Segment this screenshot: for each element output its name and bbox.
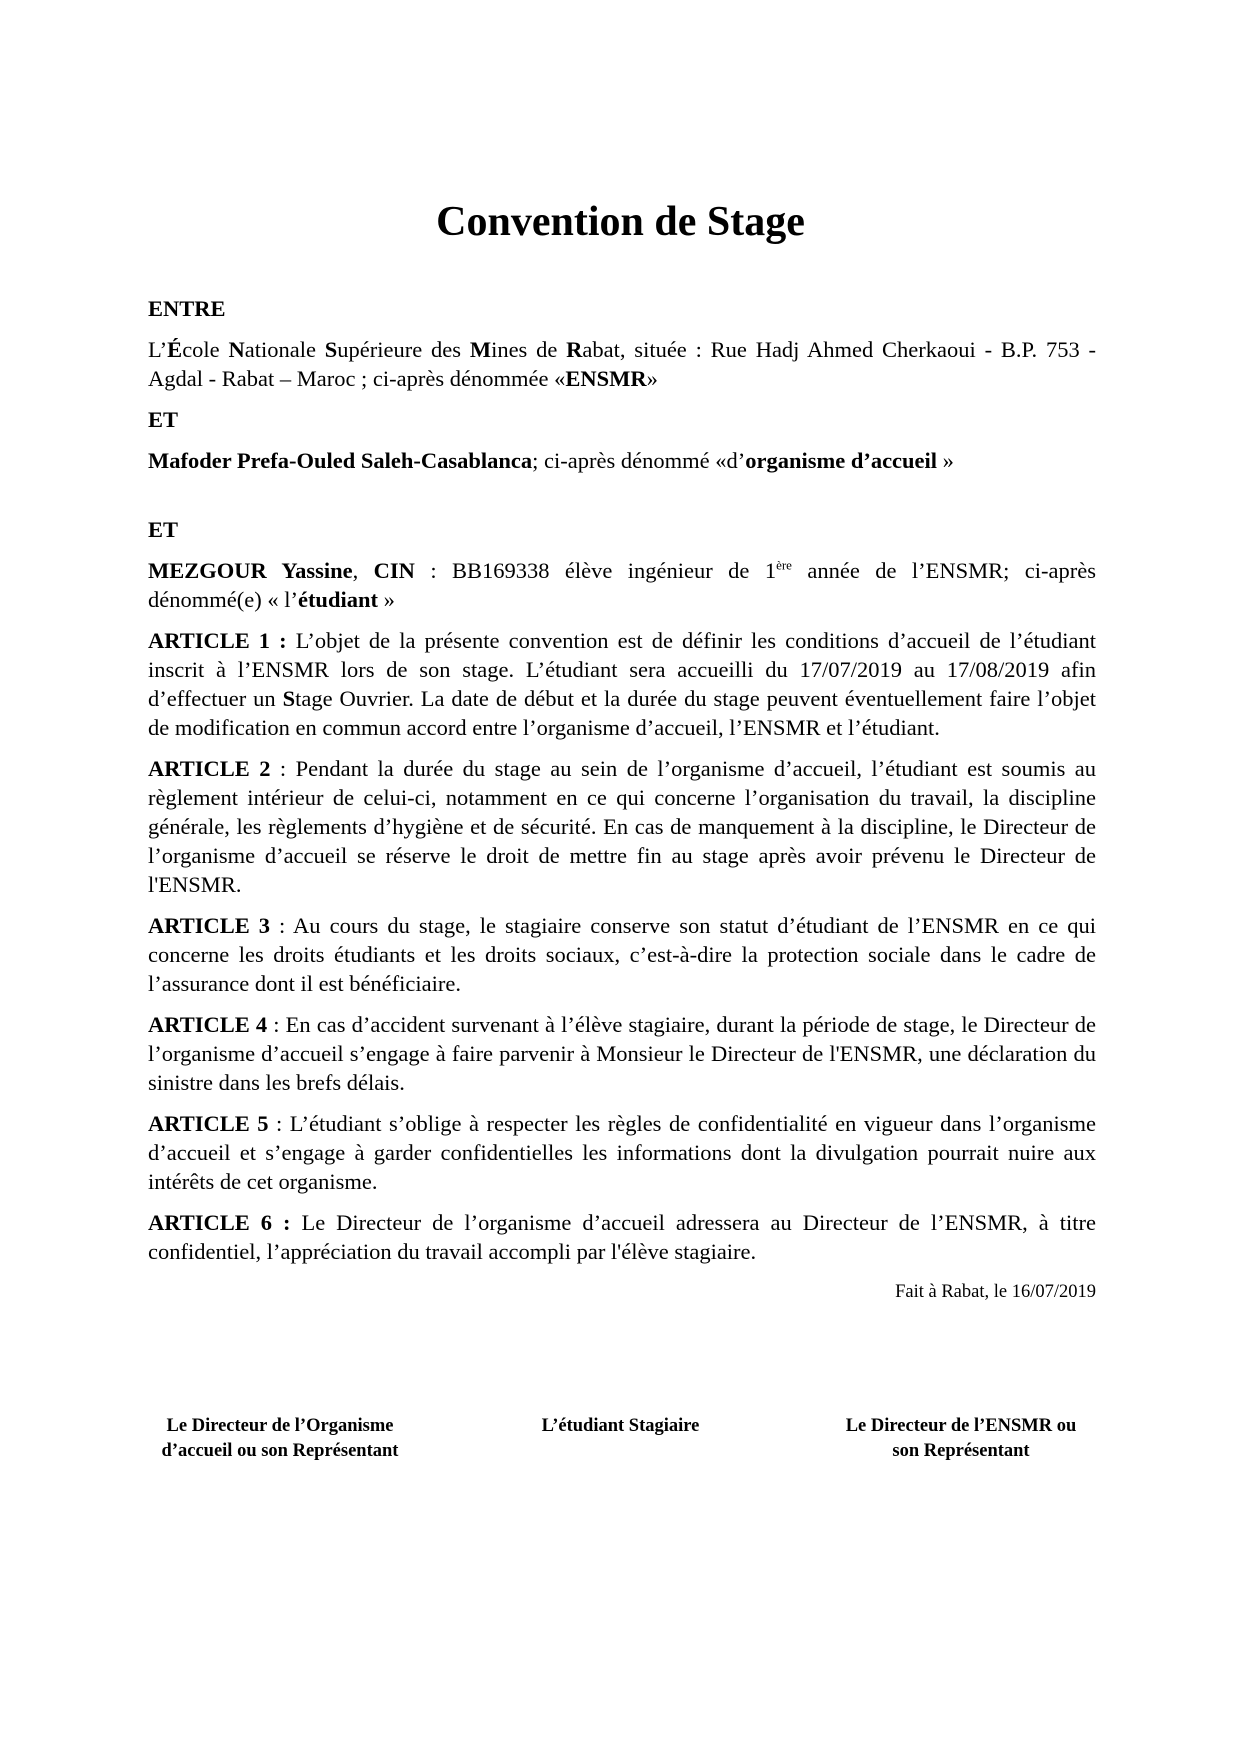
article-5: ARTICLE 5 : L’étudiant s’oblige à respecter les règles de confidentialité en vigueur dans l’organisme d’accueil et s’engage à garder confidentielles les informations dont la divulgation pourrait nuire aux intérêts de cet organisme. (148, 1111, 1097, 1194)
page-title: Convention de Stage (436, 199, 805, 245)
et-label-1: ET (148, 407, 179, 432)
place-date: Fait à Rabat, le 16/07/2019 (895, 1282, 1096, 1302)
article-3: ARTICLE 3 : Au cours du stage, le stagiaire conserve son statut d’étudiant de l’ENSMR en ce qui concerne les droits étudiants et les droits sociaux, c’est-à-dire la protection sociale dans le cadre de l’assurance dont il est bénéficiaire. (148, 913, 1097, 996)
signature-block (130, 1414, 1111, 1464)
party-school: L’École Nationale Supérieure des Mines de Rabat, située : Rue Hadj Ahmed Cherkaoui - B.P. 753 - Agdal - Rabat – Maroc ; ci-après dénommée «ENSMR» (148, 337, 1096, 391)
signature-student: L’étudiant Stagiaire (541, 1416, 700, 1436)
entre-label: ENTRE (148, 296, 226, 321)
document-body (148, 294, 1096, 1304)
article-1: ARTICLE 1 : L’objet de la présente convention est de définir les conditions d’accueil de l’étudiant inscrit à l’ENSMR lors de son stage. L’étudiant sera accueilli du 17/07/2019 au 17/08/2019 afin d’effectuer un Stage Ouvrier. La date de début et la durée du stage peuvent éventuellement faire l’objet de modification en commun accord entre l’organisme d’accueil, l’ENSMR et l’étudiant. (148, 628, 1096, 740)
article-4: ARTICLE 4 : En cas d’accident survenant à l’élève stagiaire, durant la période de stage, le Directeur de l’organisme d’accueil s’engage à faire parvenir à Monsieur le Directeur de l'ENSMR, une déclaration du sinistre dans les brefs délais. (148, 1012, 1096, 1095)
article-2: ARTICLE 2 : Pendant la durée du stage au sein de l’organisme d’accueil, l’étudiant est soumis au règlement intérieur de celui-ci, notamment en ce qui concerne l’organisation du travail, la discipline générale, les règlements d’hygiène et de sécurité. En cas de manquement à la discipline, le Directeur de l’organisme d’accueil se réserve le droit de mettre fin au stage après avoir prévenu le Directeur de l'ENSMR. (148, 756, 1097, 897)
signature-host-director: Le Directeur de l’Organisme d’accueil ou son Représentant (161, 1416, 399, 1461)
party-student: MEZGOUR Yassine, CIN : BB169338 élève ingénieur de 1ère année de l’ENSMR; ci-après dénommé(e) « l’étudiant » (148, 557, 1097, 612)
signature-school-director: Le Directeur de l’ENSMR ou son Représentant (845, 1416, 1077, 1461)
et-label-2: ET (148, 517, 179, 542)
article-6: ARTICLE 6 : Le Directeur de l’organisme d’accueil adressera au Directeur de l’ENSMR, à titre confidentiel, l’appréciation du travail accompli par l'élève stagiaire. (148, 1210, 1096, 1264)
party-host-organization: Mafoder Prefa-Ouled Saleh-Casablanca; ci-après dénommé «d’organisme d’accueil » (148, 448, 954, 473)
